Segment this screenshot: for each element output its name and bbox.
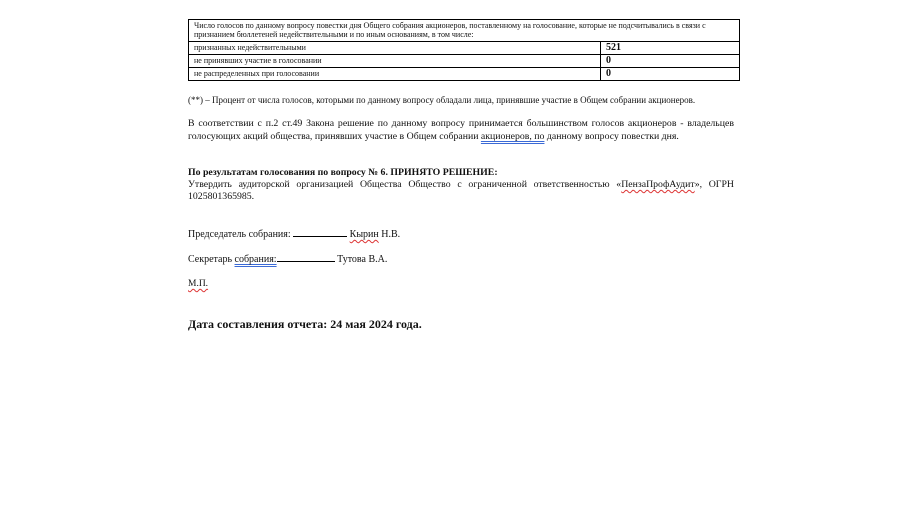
- table-header-cell: Число голосов по данному вопросу повестки дня Общего собрания акционеров, поставленному на голосование, которые не подсчитывались в связи с признанием бюллетеней недействительными и по иным основаниям, в том числе:: [189, 20, 740, 42]
- report-date: Дата составления отчета: 24 мая 2024 года.: [188, 317, 422, 331]
- chairman-surname: Кырин: [349, 229, 379, 240]
- law-text-start: В соответствии с п.2 ст.49 Закона решение по данному вопросу принимается большинством голосов акционеров - владельцев голосующих акций общества, принявших участие в Общем собрании: [188, 118, 734, 142]
- row-value: 0: [601, 68, 740, 81]
- stamp-place-label: М.П.: [188, 279, 209, 289]
- document-page: [188, 19, 740, 331]
- decision-text-end: », ОГРН 1025801365985.: [188, 179, 734, 202]
- company-name: ПензаПрофАудит: [621, 179, 695, 190]
- decision-title: По результатам голосования по вопросу № 6. ПРИНЯТО РЕШЕНИЕ:: [188, 167, 498, 178]
- row-value: 521: [601, 42, 740, 55]
- chairman-initials: Н.В.: [378, 229, 401, 240]
- decision-block: [188, 167, 734, 203]
- row-label: не распределенных при голосовании: [189, 68, 601, 81]
- row-label: признанных недействительными: [189, 42, 601, 55]
- table-row: [189, 68, 740, 81]
- chairman-label: Председатель собрания:: [188, 229, 291, 240]
- grammar-marked-text: акционеров, по: [480, 131, 545, 142]
- secretary-signature-line: [188, 252, 387, 265]
- signature-blank: [277, 252, 335, 262]
- secretary-label-marked: собрания:: [234, 254, 277, 265]
- row-label: не принявших участие в голосовании: [189, 55, 601, 68]
- row-value: 0: [601, 55, 740, 68]
- signature-blank: [293, 227, 347, 237]
- footnote-text: (**) – Процент от числа голосов, которыми по данному вопросу обладали лица, принявшие участие в Общем собрании акционеров.: [188, 95, 696, 105]
- decision-text: [188, 179, 734, 203]
- secretary-name: Тутова В.А.: [337, 254, 388, 265]
- table-row: [189, 55, 740, 68]
- law-paragraph: [188, 117, 734, 143]
- law-text-end: данному вопросу повестки дня.: [544, 131, 679, 142]
- chairman-signature-line: [188, 227, 400, 240]
- table-header-row: [189, 20, 740, 42]
- secretary-label: Секретарь: [188, 254, 235, 265]
- table-row: [189, 42, 740, 55]
- uncounted-votes-table: [188, 19, 740, 81]
- decision-text-start: Утвердить аудиторской организацией Общества Общество с ограниченной ответственностью «: [188, 179, 622, 190]
